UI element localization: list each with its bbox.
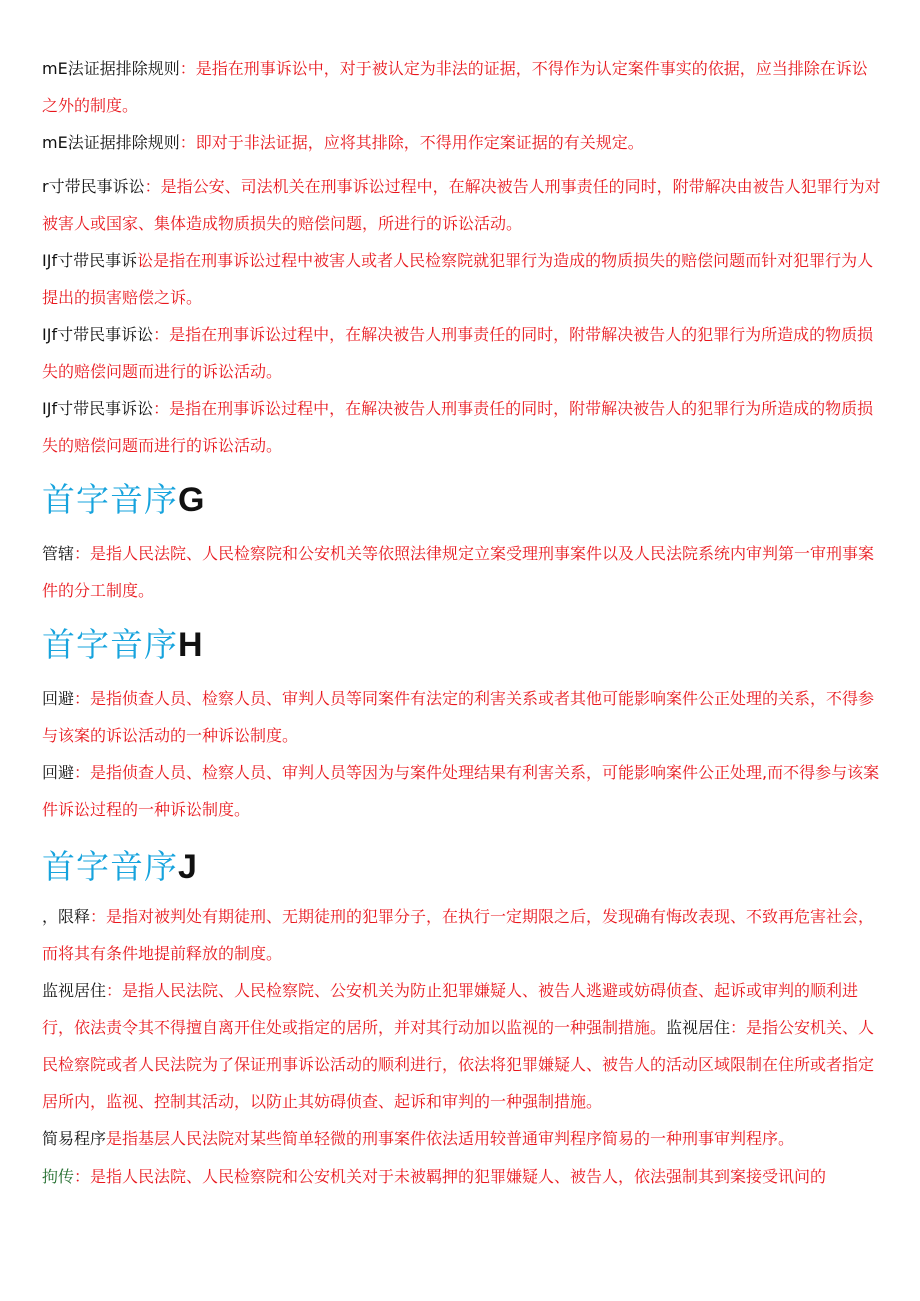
section-letter: G bbox=[178, 481, 206, 519]
entry-definition: 是指在刑事诉讼过程中，在解决被告人刑事责任的同时，附带解决被告人的犯罪行为所造成的物质损失的赔偿问题而进行的诉讼活动。 bbox=[42, 325, 874, 381]
glossary-entry bbox=[42, 50, 882, 124]
entry-definition: 是指侦查人员、检察人员、审判人员等同案件有法定的利害关系或者其他可能影响案件公正处理的关系，不得参与该案的诉讼活动的一种诉讼制度。 bbox=[42, 689, 875, 745]
entry-separator: ： bbox=[90, 907, 107, 926]
entry-term: 拘传 bbox=[42, 1167, 75, 1186]
section-letter: H bbox=[178, 626, 204, 664]
entry-term: mE法证据排除规则 bbox=[42, 133, 180, 152]
glossary-entry bbox=[42, 242, 882, 316]
entry-term: r寸带民事诉讼 bbox=[42, 177, 145, 196]
glossary-entry bbox=[42, 535, 882, 609]
entry-definition: 讼是指在刑事诉讼过程中被害人或者人民检察院就犯罪行为造成的物质损失的赔偿问题而针对犯罪行为人提出的损害赔偿之诉。 bbox=[42, 251, 874, 307]
section-prefix: 首字音序 bbox=[42, 625, 178, 664]
entry-separator: ： bbox=[179, 133, 196, 152]
entry-definition: 是指对被判处有期徒刑、无期徒刑的犯罪分子，在执行一定期限之后，发现确有悔改表现、不致再危害社会，而将其有条件地提前释放的制度。 bbox=[42, 907, 875, 963]
glossary-entry bbox=[42, 1158, 882, 1195]
glossary-entry bbox=[42, 972, 882, 1120]
entry-separator: ： bbox=[74, 763, 91, 782]
entry-definition: 是指公安机关、人民检察院或者人民法院为了保证刑事诉讼活动的顺利进行，依法将犯罪嫌疑人、被告人的活动区域限制在住所或者指定居所内，监视、控制其活动，以防止其妨碍侦查、起诉和审判的一种强制措施。 bbox=[42, 1018, 875, 1111]
section-heading-g bbox=[42, 480, 205, 520]
entry-term: IJf寸带民事诉讼 bbox=[42, 325, 154, 344]
entry-term: mE法证据排除规则 bbox=[42, 59, 180, 78]
section-prefix: 首字音序 bbox=[42, 480, 178, 519]
entry-separator: ： bbox=[179, 59, 196, 78]
entry-separator: ： bbox=[730, 1018, 747, 1037]
section-prefix: 首字音序 bbox=[42, 847, 178, 886]
entry-term: 简易程序 bbox=[42, 1129, 107, 1148]
glossary-entry bbox=[42, 680, 882, 754]
entry-term: 监视居住 bbox=[42, 981, 107, 1000]
entry-term: IJf寸带民事诉讼 bbox=[42, 399, 154, 418]
entry-definition: 是指在刑事诉讼中，对于被认定为非法的证据，不得作为认定案件事实的依据，应当排除在诉讼之外的制度。 bbox=[42, 59, 868, 115]
entry-separator: ： bbox=[74, 1167, 91, 1186]
entry-term: 管辖 bbox=[42, 544, 75, 563]
glossary-entry bbox=[42, 1120, 882, 1157]
entry-definition: 是指人民法院、人民检察院和公安机关等依照法律规定立案受理刑事案件以及人民法院系统内审判第一审刑事案件的分工制度。 bbox=[42, 544, 875, 600]
entry-separator: ： bbox=[74, 689, 91, 708]
glossary-entry bbox=[42, 390, 882, 464]
glossary-entry bbox=[42, 316, 882, 390]
glossary-entry bbox=[42, 168, 882, 242]
entry-separator: ： bbox=[144, 177, 161, 196]
entry-term: 回避 bbox=[42, 763, 75, 782]
glossary-entry bbox=[42, 124, 882, 161]
entry-definition: 是指人民法院、人民检察院和公安机关对于未被羁押的犯罪嫌疑人、被告人，依法强制其到案接受讯问的 bbox=[90, 1167, 827, 1186]
entry-separator: ： bbox=[153, 325, 170, 344]
entry-definition: 是指人民法院、人民检察院、公安机关为防止犯罪嫌疑人、被告人逃避或妨碍侦查、起诉或审判的顺利进行，依法责令其不得擅自离开住处或指定的居所，并对其行动加以监视的一种强制措施。 bbox=[42, 981, 859, 1037]
entry-definition: 是指基层人民法院对某些简单轻微的刑事案件依法适用较普通审判程序简易的一种刑事审判程序。 bbox=[106, 1129, 795, 1148]
entry-definition: 是指公安、司法机关在刑事诉讼过程中，在解决被告人刑事责任的同时，附带解决由被告人犯罪行为对被害人或国家、集体造成物质损失的赔偿问题，所进行的诉讼活动。 bbox=[42, 177, 881, 233]
entry-definition: 是指在刑事诉讼过程中，在解决被告人刑事责任的同时，附带解决被告人的犯罪行为所造成的物质损失的赔偿问题而进行的诉讼活动。 bbox=[42, 399, 874, 455]
entry-term: 监视居住 bbox=[666, 1018, 731, 1037]
entry-definition: 是指侦查人员、检察人员、审判人员等因为与案件处理结果有利害关系，可能影响案件公正处理,而不得参与该案件诉讼过程的一种诉讼制度。 bbox=[42, 763, 880, 819]
glossary-entry bbox=[42, 754, 882, 828]
entry-term: 回避 bbox=[42, 689, 75, 708]
glossary-entry bbox=[42, 898, 882, 972]
section-heading-h bbox=[42, 625, 204, 665]
entry-separator: ： bbox=[106, 981, 123, 1000]
section-letter: J bbox=[178, 848, 198, 886]
entry-separator: ： bbox=[153, 399, 170, 418]
section-heading-j bbox=[42, 847, 198, 887]
entry-separator: ： bbox=[74, 544, 91, 563]
entry-definition: 即对于非法证据，应将其排除，不得用作定案证据的有关规定。 bbox=[195, 133, 644, 152]
entry-term: ，限释 bbox=[42, 907, 91, 926]
entry-term: IJf寸带民事诉 bbox=[42, 251, 138, 270]
